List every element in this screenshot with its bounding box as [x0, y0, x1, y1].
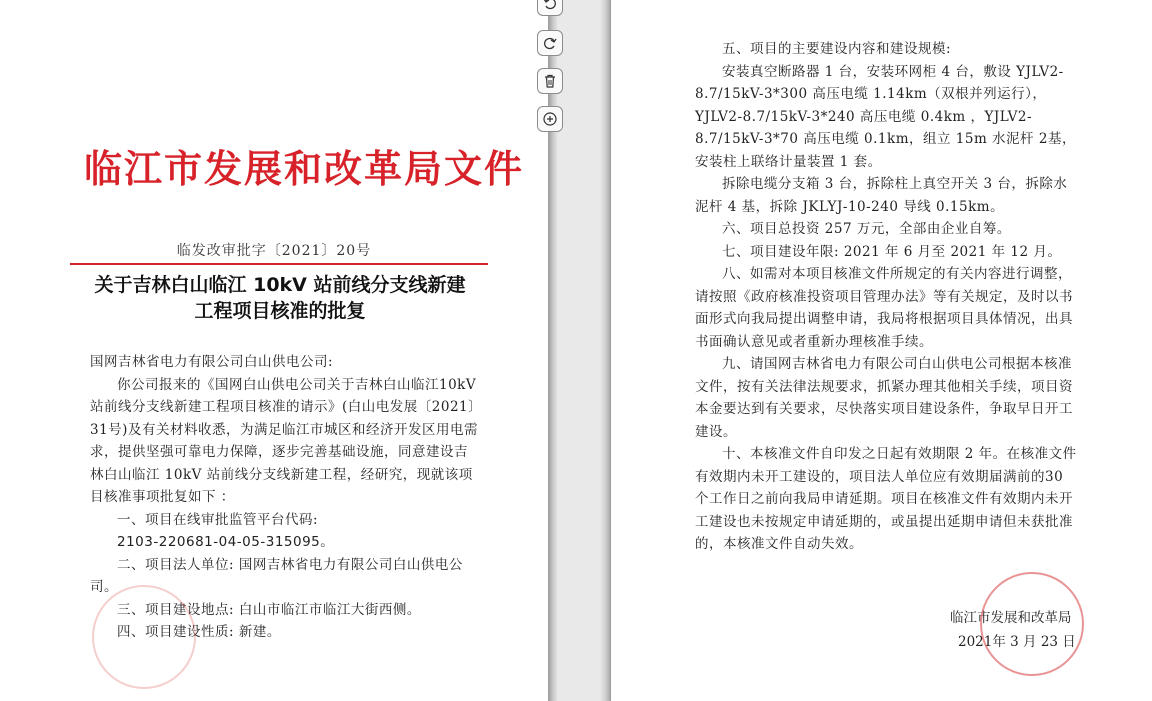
- rotate-cw-icon: [542, 35, 558, 51]
- document-title-line2: 工程项目核准的批复: [194, 300, 366, 322]
- red-divider: [70, 263, 488, 265]
- signature-organization: 临江市发展和改革局: [950, 610, 1072, 626]
- item-3: 三、项目建设地点: 白山市临江市临江大街西侧。: [117, 601, 421, 618]
- plus-circle-icon: [542, 111, 558, 127]
- item-8: 八、如需对本项目核准文件所规定的有关内容进行调整，请按照《政府核准投资项目管理办法》等有关规定，及时以书面形式向我局提出调整申请，我局将根据项目具体情况，出具书面确认意见或者重新办理核准手续。: [695, 266, 1073, 350]
- delete-button[interactable]: [537, 68, 563, 94]
- item-9: 九、请国网吉林省电力有限公司白山供电公司根据本核准文件，按有关法律法规要求，抓紧办理其他相关手续，项目资本金要达到有关要求，尽快落实项目建设条件，争取早日开工建设。: [695, 356, 1073, 440]
- signature-date: 2021年 3 月 23 日: [958, 634, 1076, 650]
- official-seal-stamp: [980, 572, 1084, 676]
- platform-code: 2103-220681-04-05-315095。: [117, 534, 335, 550]
- document-header: 临江市发展和改革局文件: [84, 146, 525, 191]
- paragraph-intro: 你公司报来的《国网白山供电公司关于吉林白山临江10kV 站前线分支线新建工程项目核准的请示》(白山电发展〔2021〕31号)及有关材料收悉，为满足临江市城区和经济开发区用电需求，提供坚强可靠电力保障，逐步完善基础设施，同意建设吉林白山临江 10kV 站前线分支线新建工程，经研究，现就该项目核准事项批复如下 ：: [90, 376, 478, 505]
- item-5-content: 安装真空断路器 1 台，安装环网柜 4 台，敷设 YJLV2-8.7/15kV-3*300 高压电缆 1.14km（双根并列运行），YJLV2-8.7/15kV-3*240 高压电缆 0.4km ，YJLV2-8.7/15kV-3*70 高压电缆 0.1km，组立 15m 水泥杆 2基，安装柱上联络计量装置 1 套。: [695, 63, 1076, 170]
- faded-seal-stamp: [92, 585, 196, 689]
- rotate-cw-button[interactable]: [537, 30, 563, 56]
- addressee: 国网吉林省电力有限公司白山供电公司:: [90, 354, 334, 370]
- rotate-ccw-button[interactable]: [537, 0, 563, 16]
- right-body: [695, 38, 1080, 556]
- add-button[interactable]: [537, 106, 563, 132]
- item-5-removal: 拆除电缆分支箱 3 台，拆除柱上真空开关 3 台，拆除水泥杆 4 基，拆除 JKLYJ-10-240 导线 0.15km。: [695, 176, 1068, 215]
- document-title-line1: 关于吉林白山临江 10kV 站前线分支线新建: [94, 274, 466, 296]
- document-title: [90, 272, 470, 324]
- item-2: 二、项目法人单位: 国网吉林省电力有限公司白山供电公司。: [90, 556, 463, 595]
- item-4: 四、项目建设性质: 新建。: [117, 624, 281, 640]
- item-10: 十、本核准文件自印发之日起有效期限 2 年。在核准文件有效期内未开工建设的，项目法人单位应有效期届满前的30 个工作日之前向我局申请延期。项目在核准文件有效期内未开工建设也未按规定申请延期的，或虽提出延期申请但未获批准的，本核准文件自动失效。: [695, 446, 1077, 552]
- trash-icon: [542, 73, 558, 89]
- item-6: 六、项目总投资 257 万元，全部由企业自筹。: [722, 221, 1011, 237]
- rotate-ccw-icon: [542, 0, 558, 11]
- item-7: 七、项目建设年限: 2021 年 6 月至 2021 年 12 月。: [722, 243, 1062, 260]
- item-5: 五、项目的主要建设内容和建设规模:: [722, 41, 952, 57]
- item-1: 一、项目在线审批监管平台代码:: [117, 511, 319, 528]
- document-number: 临发改审批字〔2021〕20号: [176, 243, 372, 259]
- page-gutter-right: [600, 0, 611, 701]
